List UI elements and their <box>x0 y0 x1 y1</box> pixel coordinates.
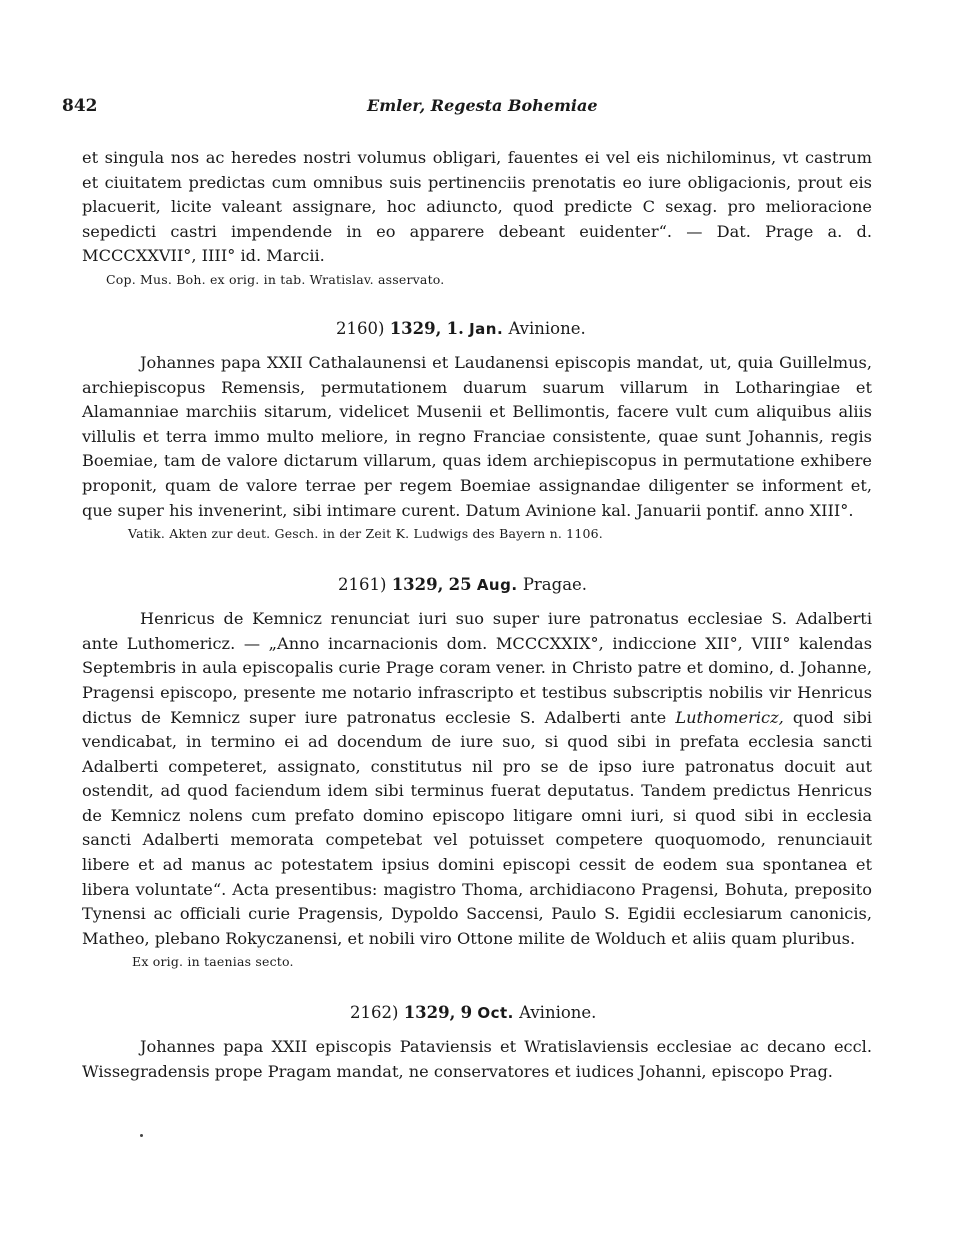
entry-source: Ex orig. in taenias secto. <box>132 954 294 970</box>
entry-heading <box>82 573 872 597</box>
entry-place: Pragae. <box>522 575 588 595</box>
entry-year: 1329, <box>391 575 444 595</box>
page-number: 842 <box>62 96 98 116</box>
entry-year: 1329, <box>389 318 442 338</box>
entry-text-part: Henricus de Kemnicz renunciat iuri suo super iure patronatus ecclesiae S. Adalberti ante Luthomericz. — „Anno incarnacionis dom. MCCCXXIX°, indiccione XII°, VIII° kalendas Septembris in aula episcopalis curie Prage coram vener. in Christo patre et domino, d. Johanne, Pragensi episcopo, presente me notario infrascripto et testibus subscriptis nobilis vir Henricus dictus de Kemnicz super iure patronatus ecclesie S. Adalberti ante <box>82 609 872 727</box>
entry-text-part: quod sibi vendicabat, in termino ei ad docendum de iure suo, si quod sibi in prefata ecclesia sancti Adalberti competeret, assignato, constitutus nil pro se de ipso iure patronatus docuit aut ostendit, ad quod faciendum idem sibi terminus fuerat deputatus. Tandem predictus Henricus de Kemnicz nolens cum prefato domino episcopo litigare omni iuri, si quod sibi in ecclesia sancti Adalberti memorata competebat vel potuisset competere quoquomodo, renunciauit libere et ad manus ac potestatem ipsius domini episcopi cessit de eodem sua spontanea et libera voluntate“. Acta presentibus: magistro Thoma, archidiacono Pragensi, Bohuta, preposito Tynensi ac officiali curie Pragensis, Dypoldo Saccensi, Paulo S. Egidii ecclesiarum canonicis, Matheo, plebano Rokyczanensi, et nobili viro Ottone milite de Wolduch et aliis quam pluribus. <box>82 707 872 948</box>
entry-month: Jan. <box>469 319 504 338</box>
ink-speck <box>140 1134 143 1137</box>
continuation-source: Cop. Mus. Boh. ex orig. in tab. Wratislav. asservato. <box>106 271 445 287</box>
page-header <box>62 96 898 120</box>
entry-month: Aug. <box>476 576 518 595</box>
entry-place: Avinione. <box>508 318 586 338</box>
entry-number: 2162) <box>350 1003 399 1023</box>
entry-day: 1. <box>446 318 464 338</box>
entry-heading <box>82 1001 872 1025</box>
entry-2160 <box>82 317 872 543</box>
running-head: Emler, Regesta Bohemiae <box>367 96 598 115</box>
entry-2161 <box>82 573 872 971</box>
entry-day: 9 <box>460 1003 473 1023</box>
continuation-paragraph: et singula nos ac heredes nostri volumus obligari, fauentes ei vel eis nichilominus, vt castrum et ciuitatem predictas cum omnibus suis pertinenciis prenotatis eo iure obligacionis, prout eis placuerit, licite valeant assignare, hoc adiuncto, quod predicte C sexag. pro melioracione sepedicti castri impendende in eo apparere debeant euidenter“. — Dat. Prage a. d. MCCCXXVII°, IIII° id. Marcii. <box>82 148 872 266</box>
entry-year: 1329, <box>403 1003 456 1023</box>
document-body <box>82 146 872 1085</box>
entry-text-italic: Luthomericz, <box>675 707 784 727</box>
entry-text: Johannes papa XXII Cathalaunensi et Laudanensi episcopis mandat, ut, quia Guillelmus, archiepiscopus Remensis, permutationem duarum suarum villarum in Lotharingiae et Alamanniae marchiis sitarum, videlicet Musenii et Bellimontis, facere vult cum aliquibus aliis villulis et terra immo multo meliore, in regno Franciae consistente, quae sunt Johannis, regis Boemiae, tam de valore dictarum villarum, quas idem archiepiscopus in permutatione exhibere proponit, quam de valore terrae per regem Boemiae assignandae diligenter se informent et, que super his invenerint, sibi intimare curent. Datum Avinione kal. Januarii pontif. anno XIII°. <box>82 352 872 520</box>
entry-heading <box>82 317 872 341</box>
entry-month: Oct. <box>477 1004 514 1023</box>
entry-text: Johannes papa XXII episcopis Pataviensis et Wratislaviensis ecclesiae ac decano eccl. Wissegradensis prope Pragam mandat, ne conservatores et iudices Johanni, episcopo Prag. <box>82 1037 872 1082</box>
entry-day: 25 <box>448 575 472 595</box>
entry-number: 2161) <box>338 575 387 595</box>
entry-2162 <box>82 1001 872 1084</box>
entry-text <box>82 607 872 951</box>
entry-number: 2160) <box>336 318 385 338</box>
entry-place: Avinione. <box>519 1003 597 1023</box>
entry-source: Vatik. Akten zur deut. Gesch. in der Zeit K. Ludwigs des Bayern n. 1106. <box>128 526 603 542</box>
